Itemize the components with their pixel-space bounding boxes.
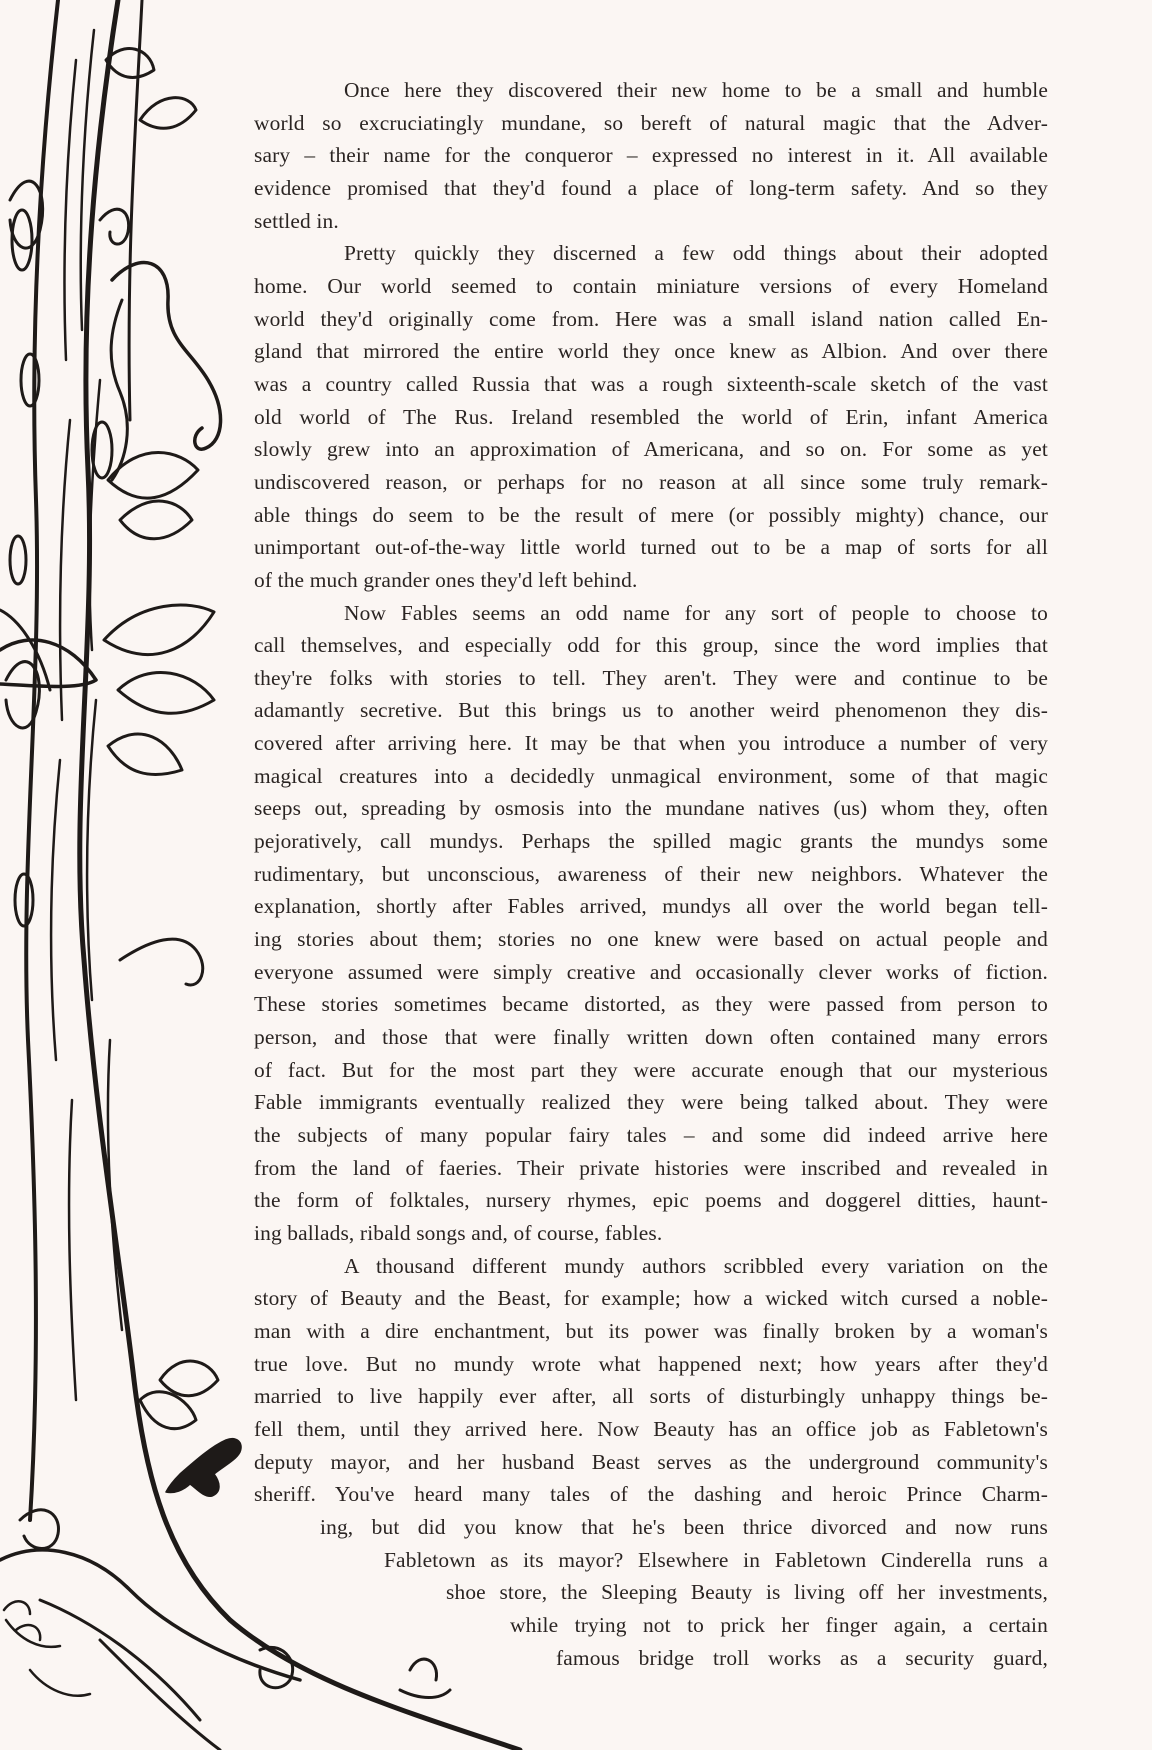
text-line: famous bridge troll works as a security guard, <box>556 1645 1048 1670</box>
text-line: settled in. <box>254 208 339 233</box>
text-line: while trying not to prick her finger again, a certain <box>510 1612 1048 1637</box>
text-line: sheriff. You've heard many tales of the dashing and heroic Prince Charm- <box>254 1482 1048 1507</box>
text-line: world they'd originally come from. Here was a small island nation called En- <box>254 306 1048 331</box>
text-line: rudimentary, but unconscious, awareness of their new neighbors. Whatever the <box>254 861 1048 886</box>
text-line: was a country called Russia that was a rough sixteenth-scale sketch of the vast <box>254 371 1048 396</box>
text-line: true love. But no mundy wrote what happened next; how years after they'd <box>254 1351 1048 1376</box>
text-line: call themselves, and especially odd for this group, since the word implies that <box>254 633 1048 658</box>
text-line: pejoratively, call mundys. Perhaps the spilled magic grants the mundys some <box>254 829 1048 854</box>
text-line: sary – their name for the conqueror – expressed no interest in it. All available <box>254 143 1048 168</box>
text-line: seeps out, spreading by osmosis into the mundane natives (us) whom they, often <box>254 796 1048 821</box>
text-line: Fable immigrants eventually realized they were being talked about. They were <box>254 1090 1048 1115</box>
text-line: fell them, until they arrived here. Now Beauty has an office job as Fabletown's <box>254 1416 1048 1441</box>
text-line: ing ballads, ribald songs and, of course, fables. <box>254 1220 663 1245</box>
text-line: gland that mirrored the entire world they once knew as Albion. And over there <box>254 339 1048 364</box>
text-line: unimportant out-of-the-way little world turned out to be a map of sorts for all <box>254 535 1048 560</box>
text-line: slowly grew into an approximation of Americana, and so on. For some as yet <box>254 437 1048 462</box>
text-line: home. Our world seemed to contain miniature versions of every Homeland <box>254 273 1048 298</box>
text-line: man with a dire enchantment, but its power was finally broken by a woman's <box>254 1318 1048 1343</box>
text-line: world so excruciatingly mundane, so bereft of natural magic that the Adver- <box>254 110 1048 135</box>
text-line: the form of folktales, nursery rhymes, epic poems and doggerel ditties, haunt- <box>254 1188 1048 1213</box>
text-line: covered after arriving here. It may be that when you introduce a number of very <box>254 731 1048 756</box>
text-line: magical creatures into a decidedly unmagical environment, some of that magic <box>254 763 1048 788</box>
text-line: ing, but did you know that he's been thrice divorced and now runs <box>320 1514 1048 1539</box>
text-line: evidence promised that they'd found a place of long-term safety. And so they <box>254 175 1048 200</box>
text-line: they're folks with stories to tell. They aren't. They were and continue to be <box>254 665 1048 690</box>
text-line: story of Beauty and the Beast, for example; how a wicked witch cursed a noble- <box>254 1286 1048 1311</box>
text-line: person, and those that were finally written down often contained many errors <box>254 1025 1048 1050</box>
text-line: everyone assumed were simply creative and occasionally clever works of fiction. <box>254 959 1048 984</box>
text-line: the subjects of many popular fairy tales – and some did indeed arrive here <box>254 1123 1048 1147</box>
text-line: Once here they discovered their new home to be a small and humble <box>344 78 1048 102</box>
text-line: shoe store, the Sleeping Beauty is living off her investments, <box>446 1580 1048 1605</box>
text-line: A thousand different mundy authors scribbled every variation on the <box>344 1253 1048 1278</box>
text-line: undiscovered reason, or perhaps for no reason at all since some truly remark- <box>254 469 1048 494</box>
text-line: of fact. But for the most part they were accurate enough that our mysterious <box>254 1057 1048 1082</box>
text-line: explanation, shortly after Fables arrived, mundys all over the world began tell- <box>254 894 1048 919</box>
text-line: married to live happily ever after, all sorts of disturbingly unhappy things be- <box>254 1384 1048 1409</box>
text-line: Now Fables seems an odd name for any sort of people to choose to <box>344 600 1048 625</box>
article-body <box>0 74 1152 1674</box>
text-line: Fabletown as its mayor? Elsewhere in Fabletown Cinderella runs a <box>384 1547 1048 1572</box>
text-line: deputy mayor, and her husband Beast serves as the underground community's <box>254 1449 1048 1474</box>
text-line: Pretty quickly they discerned a few odd things about their adopted <box>344 241 1048 266</box>
text-line: old world of The Rus. Ireland resembled the world of Erin, infant America <box>254 404 1048 429</box>
text-line: These stories sometimes became distorted, as they were passed from person to <box>254 992 1048 1017</box>
text-line: from the land of faeries. Their private histories were inscribed and revealed in <box>254 1155 1048 1180</box>
text-line: ing stories about them; stories no one knew were based on actual people and <box>254 927 1048 952</box>
text-line: adamantly secretive. But this brings us to another weird phenomenon they dis- <box>254 698 1048 723</box>
text-line: of the much grander ones they'd left behind. <box>254 567 638 592</box>
text-line: able things do seem to be the result of mere (or possibly mighty) chance, our <box>254 502 1048 527</box>
